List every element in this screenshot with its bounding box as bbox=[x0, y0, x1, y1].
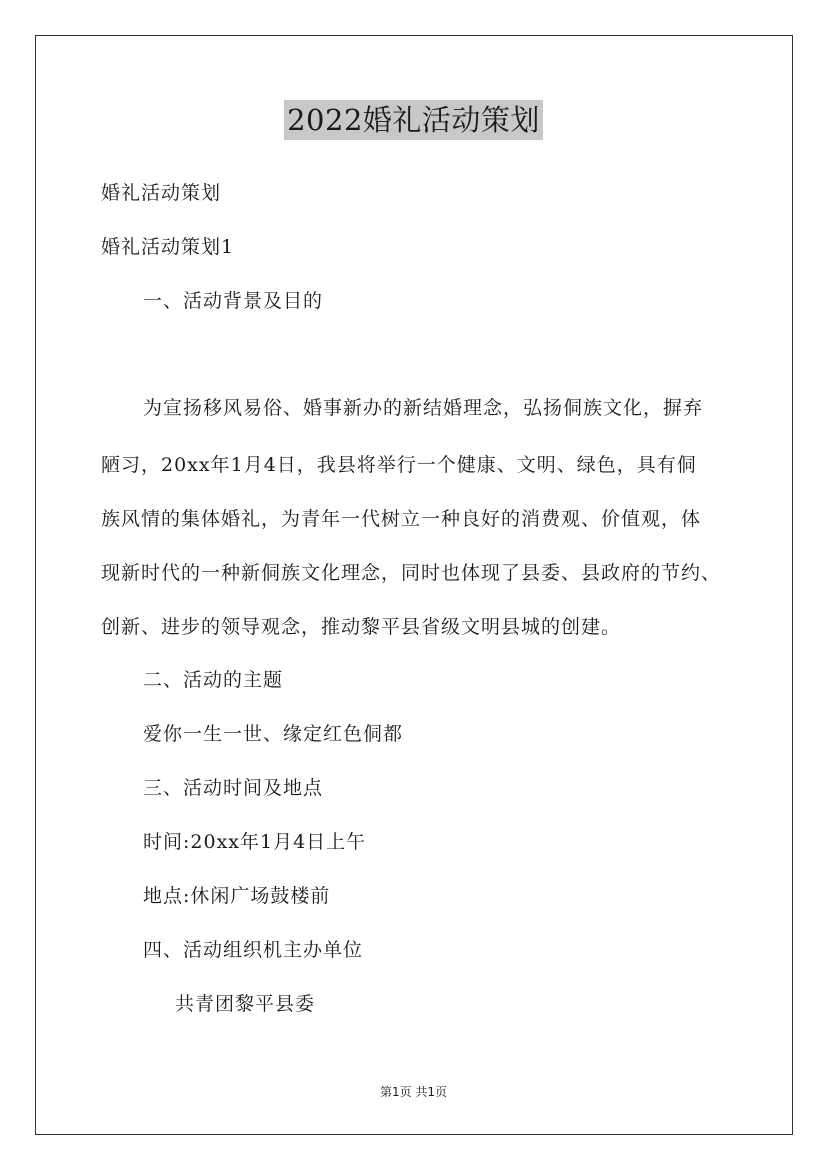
organizer-text: 共青团黎平县委 bbox=[175, 993, 316, 1015]
time-text: 时间:20xx年1月4日上午 bbox=[143, 831, 367, 853]
paragraph-line: 现新时代的一种新侗族文化理念，同时也体现了县委、县政府的节约、 bbox=[101, 562, 722, 584]
place-text: 地点:休闲广场鼓楼前 bbox=[143, 885, 331, 907]
section-heading-line: 婚礼活动策划1 bbox=[101, 236, 235, 258]
paragraph-line: 族风情的集体婚礼，为青年一代树立一种良好的消费观、价值观，体 bbox=[101, 508, 702, 530]
heading-background: 一、活动背景及目的 bbox=[143, 290, 324, 312]
heading-theme: 二、活动的主题 bbox=[143, 669, 284, 691]
subtitle-line: 婚礼活动策划 bbox=[101, 182, 222, 204]
document-title: 2022婚礼活动策划 bbox=[284, 100, 543, 140]
paragraph-line: 创新、进步的领导观念，推动黎平县省级文明县城的创建。 bbox=[101, 616, 622, 638]
paragraph-line: 为宣扬移风易俗、婚事新办的新结婚理念，弘扬侗族文化，摒弃 bbox=[143, 397, 704, 419]
paragraph-line: 陋习，20xx年1月4日，我县将举行一个健康、文明、绿色，具有侗 bbox=[101, 454, 697, 476]
page-footer: 第1页 共1页 bbox=[379, 1085, 448, 1099]
theme-text: 爱你一生一世、缘定红色侗都 bbox=[143, 723, 404, 745]
title-container bbox=[0, 100, 827, 140]
heading-organizer: 四、活动组织机主办单位 bbox=[143, 939, 364, 961]
heading-time-place: 三、活动时间及地点 bbox=[143, 777, 324, 799]
